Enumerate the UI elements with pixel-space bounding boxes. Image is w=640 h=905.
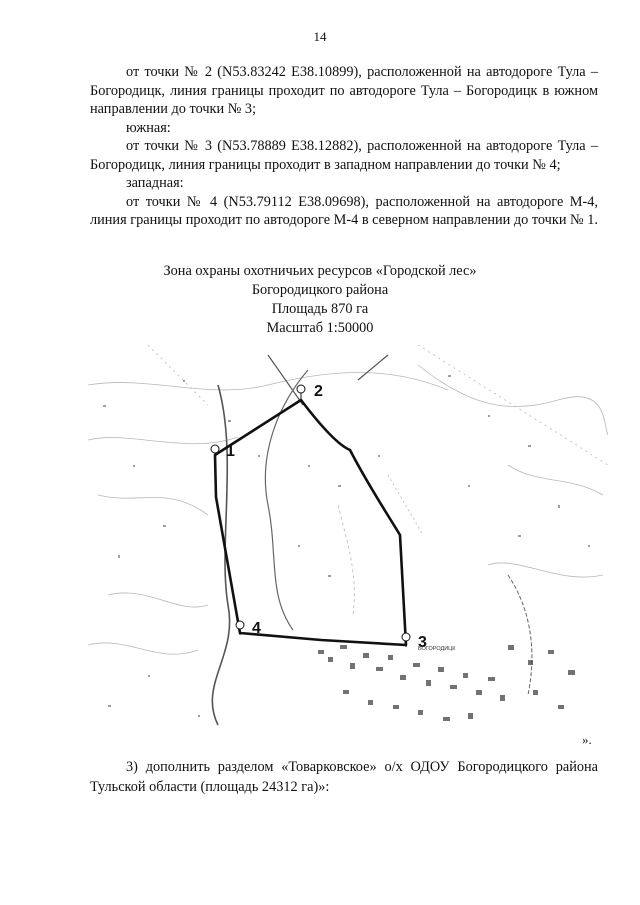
map-svg bbox=[88, 345, 608, 745]
point-label-2: 2 bbox=[314, 383, 323, 400]
point-marker-3 bbox=[402, 633, 427, 651]
map-caption bbox=[0, 262, 640, 338]
closing-quote: ». bbox=[582, 732, 592, 747]
zone-boundary bbox=[215, 400, 406, 645]
point-label-4: 4 bbox=[252, 620, 261, 637]
road-tula-bogoroditsk bbox=[268, 355, 388, 405]
map-district: Богородицкого района bbox=[251, 282, 389, 298]
boundary-map bbox=[88, 345, 608, 745]
railway bbox=[508, 575, 532, 695]
point-marker-2 bbox=[297, 383, 323, 400]
next-item bbox=[90, 757, 598, 797]
south-heading: южная: bbox=[126, 119, 171, 136]
map-title: Зона охраны охотничьих ресурсов «Городской лес» bbox=[163, 263, 477, 279]
point-label-3: 3 bbox=[418, 634, 427, 651]
point-label-1: 1 bbox=[226, 443, 235, 460]
west-boundary-paragraph: от точки № 4 (N53.79112 E38.09698), расположенной на автодороге М-4, линия границы проходит по автодороге М-4 в северном направлении до точки № 1. bbox=[90, 193, 598, 228]
boundary-description bbox=[90, 63, 598, 230]
south-boundary-paragraph: от точки № 3 (N53.78889 E38.12882), расположенной на автодороге Тула – Богородицк, линия границы проходит в западном направлении до точки № 4; bbox=[90, 138, 598, 173]
town-label: БОГОРОДИЦК bbox=[418, 646, 456, 652]
east-boundary-paragraph: от точки № 2 (N53.83242 E38.10899), расположенной на автодороге Тула – Богородицк, линия границы проходит по автодороге Тула – Богородицк в южном направлении до точки № 3; bbox=[90, 64, 598, 117]
next-item-paragraph: 3) дополнить разделом «Товарковское» о/х ОДОУ Богородицкого района Тульской области (площадь 24312 га)»: bbox=[90, 759, 598, 795]
map-scale: Масштаб 1:50000 bbox=[266, 320, 374, 336]
map-speckles bbox=[103, 375, 590, 717]
map-background bbox=[88, 345, 608, 654]
map-area: Площадь 870 га bbox=[271, 301, 369, 317]
page-number: 14 bbox=[313, 29, 327, 44]
town-area bbox=[318, 645, 575, 721]
point-marker-1 bbox=[211, 443, 235, 460]
west-heading: западная: bbox=[126, 175, 184, 191]
